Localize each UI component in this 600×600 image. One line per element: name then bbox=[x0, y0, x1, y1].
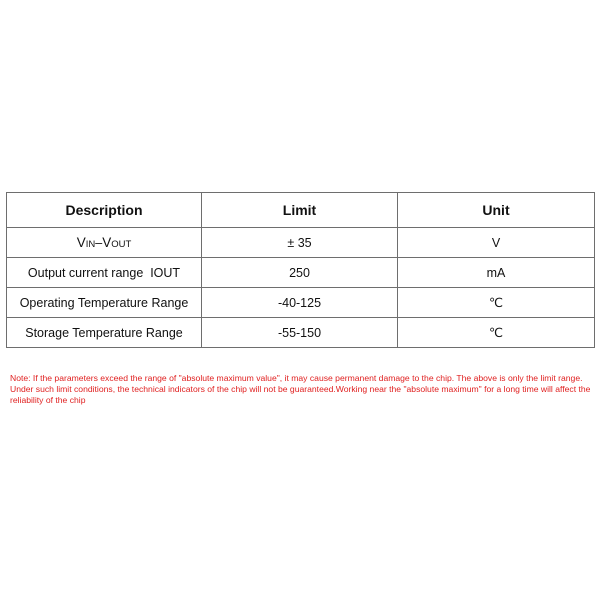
desc-part: IN bbox=[85, 239, 96, 250]
absolute-maximum-ratings-table bbox=[6, 192, 595, 348]
row-description bbox=[7, 228, 202, 258]
header-unit: Unit bbox=[398, 193, 595, 228]
table-row bbox=[7, 228, 595, 258]
desc-part: – bbox=[95, 236, 103, 250]
row-limit: ± 35 bbox=[202, 228, 398, 258]
table-row bbox=[7, 258, 595, 288]
header-description: Description bbox=[7, 193, 202, 228]
row-description: Storage Temperature Range bbox=[7, 318, 202, 348]
row-limit: -55-150 bbox=[202, 318, 398, 348]
row-description: Output current range IOUT bbox=[7, 258, 202, 288]
desc-part: OUT bbox=[111, 239, 132, 250]
header-limit: Limit bbox=[202, 193, 398, 228]
row-limit: -40-125 bbox=[202, 288, 398, 318]
desc-part: V bbox=[102, 235, 112, 250]
row-unit: V bbox=[398, 228, 595, 258]
row-unit: mA bbox=[398, 258, 595, 288]
table-header-row bbox=[7, 193, 595, 228]
row-description: Operating Temperature Range bbox=[7, 288, 202, 318]
desc-part: V bbox=[76, 235, 86, 250]
table-row bbox=[7, 288, 595, 318]
row-limit: 250 bbox=[202, 258, 398, 288]
row-unit: ℃ bbox=[398, 288, 595, 318]
warning-note: Note: If the parameters exceed the range of "absolute maximum value", it may cause permanent damage to the chip. The above is only the limit range. Under such limit conditions, the technical indicators of the chip will not be guaranteed.Working near the "absolute maximum" for a long time will affect the reliability of the chip bbox=[10, 373, 591, 405]
table-row bbox=[7, 318, 595, 348]
row-unit: ℃ bbox=[398, 318, 595, 348]
